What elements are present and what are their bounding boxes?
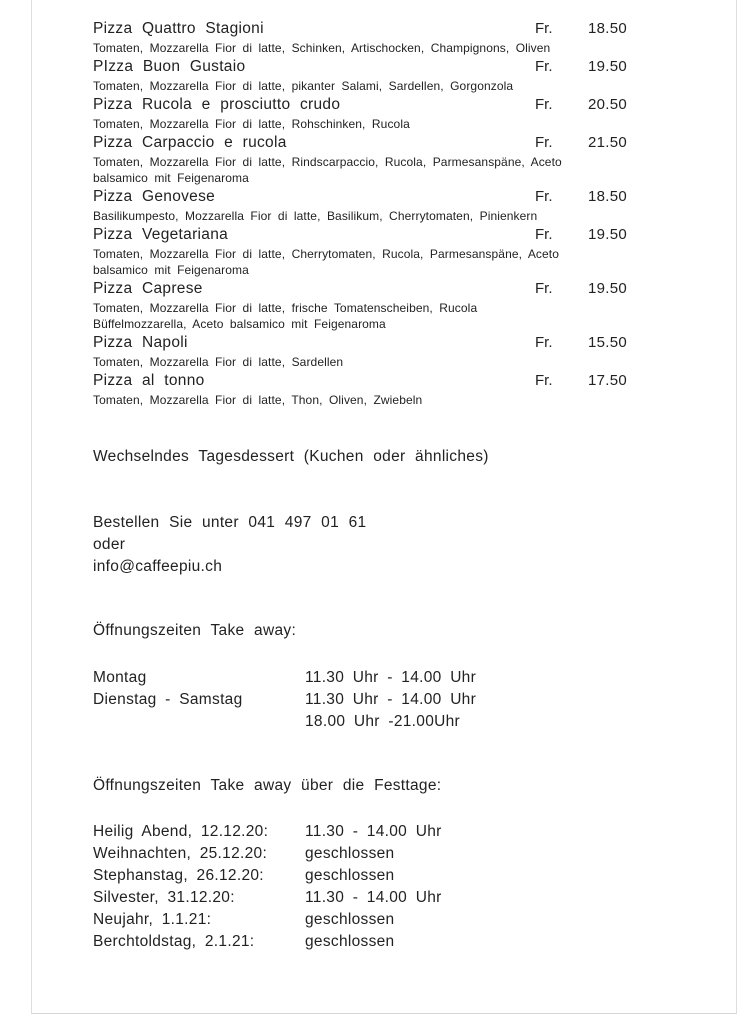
menu-item-header	[93, 94, 627, 115]
price-value: 17.50	[587, 372, 627, 389]
pizza-name: PIzza Buon Gustaio	[93, 58, 246, 75]
price-value: 21.50	[587, 134, 627, 151]
hours-title: Öffnungszeiten Take away:	[93, 622, 297, 639]
hours-label: Dienstag - Samstag	[93, 691, 243, 708]
pizza-description: Tomaten, Mozzarella Fior di latte, Cherrytomaten, Rucola, Parmesanspäne, Aceto balsamico mit Feigenaroma	[93, 247, 560, 277]
holiday-label: Neujahr, 1.1.21:	[93, 911, 212, 928]
order-email: info@caffeepiu.ch	[93, 558, 223, 575]
price-currency: Fr.	[535, 134, 553, 151]
pizza-name: Pizza Caprese	[93, 280, 203, 297]
price-value: 19.50	[587, 280, 627, 297]
pizza-list	[93, 18, 627, 408]
hours-label: Montag	[93, 669, 147, 686]
order-info	[93, 512, 627, 578]
pizza-description: Basilikumpesto, Mozzarella Fior di latte, Basilikum, Cherrytomaten, Pinienkern	[93, 209, 538, 223]
pizza-description: Tomaten, Mozzarella Fior di latte, Sardellen	[93, 355, 344, 369]
hours-time: 11.30 Uhr - 14.00 Uhr	[305, 669, 477, 686]
price-currency: Fr.	[535, 58, 553, 75]
pizza-name: Pizza Quattro Stagioni	[93, 20, 264, 37]
menu-item-header	[93, 224, 627, 245]
pizza-name: Pizza al tonno	[93, 372, 205, 389]
holiday-label: Stephanstag, 26.12.20:	[93, 867, 264, 884]
pizza-description: Tomaten, Mozzarella Fior di latte, Rindscarpaccio, Rucola, Parmesanspäne, Aceto balsamico mit Feigenaroma	[93, 155, 562, 185]
price-value: 19.50	[587, 226, 627, 243]
menu-content	[93, 18, 627, 953]
menu-item	[93, 94, 627, 132]
pizza-name: Pizza Genovese	[93, 188, 216, 205]
menu-item	[93, 186, 627, 224]
price-currency: Fr.	[535, 372, 553, 389]
menu-item	[93, 278, 627, 332]
pizza-name: Pizza Vegetariana	[93, 226, 229, 243]
menu-item	[93, 332, 627, 370]
pizza-description: Tomaten, Mozzarella Fior di latte, Schinken, Artischocken, Champignons, Oliven	[93, 41, 551, 55]
holiday-label: Berchtoldstag, 2.1.21:	[93, 933, 255, 950]
menu-item-header	[93, 18, 627, 39]
hours-table	[93, 667, 627, 733]
menu-item-header	[93, 186, 627, 207]
price-value: 20.50	[587, 96, 627, 113]
order-phone-line: Bestellen Sie unter 041 497 01 61	[93, 514, 367, 531]
price-currency: Fr.	[535, 334, 553, 351]
menu-item-header	[93, 370, 627, 391]
holiday-status: geschlossen	[305, 911, 395, 928]
price-currency: Fr.	[535, 96, 553, 113]
holiday-status: 11.30 - 14.00 Uhr	[305, 889, 442, 906]
menu-item-header	[93, 56, 627, 77]
pizza-description: Tomaten, Mozzarella Fior di latte, pikanter Salami, Sardellen, Gorgonzola	[93, 79, 514, 93]
pizza-name: Pizza Carpaccio e rucola	[93, 134, 287, 151]
hours-label-empty	[93, 711, 305, 733]
menu-item-header	[93, 132, 627, 153]
holiday-hours-table	[93, 821, 627, 953]
menu-item	[93, 56, 627, 94]
holiday-label: Weihnachten, 25.12.20:	[93, 845, 268, 862]
price-value: 18.50	[587, 20, 627, 37]
menu-item-header	[93, 332, 627, 353]
holiday-label: Heilig Abend, 12.12.20:	[93, 823, 269, 840]
price-value: 19.50	[587, 58, 627, 75]
price-currency: Fr.	[535, 280, 553, 297]
price-currency: Fr.	[535, 226, 553, 243]
holiday-status: geschlossen	[305, 845, 395, 862]
price-value: 18.50	[587, 188, 627, 205]
holiday-status: 11.30 - 14.00 Uhr	[305, 823, 442, 840]
menu-item	[93, 224, 627, 278]
price-currency: Fr.	[535, 20, 553, 37]
holiday-hours-title: Öffnungszeiten Take away über die Festtage:	[93, 777, 442, 794]
pizza-name: Pizza Napoli	[93, 334, 188, 351]
menu-item	[93, 370, 627, 408]
menu-item-header	[93, 278, 627, 299]
holiday-label: Silvester, 31.12.20:	[93, 889, 235, 906]
price-value: 15.50	[587, 334, 627, 351]
pizza-description: Tomaten, Mozzarella Fior di latte, Thon, Oliven, Zwiebeln	[93, 393, 423, 407]
holiday-status: geschlossen	[305, 867, 395, 884]
hours-time: 18.00 Uhr -21.00Uhr	[305, 713, 461, 730]
pizza-description: Tomaten, Mozzarella Fior di latte, frische Tomatenscheiben, Rucola Büffelmozzarella, Aceto balsamico mit Feigenaroma	[93, 301, 478, 331]
price-currency: Fr.	[535, 188, 553, 205]
order-alt-line: oder	[93, 536, 126, 553]
pizza-name: Pizza Rucola e prosciutto crudo	[93, 96, 341, 113]
menu-item	[93, 132, 627, 186]
dessert-note: Wechselndes Tagesdessert (Kuchen oder ähnliches)	[93, 448, 489, 465]
holiday-status: geschlossen	[305, 933, 395, 950]
menu-item	[93, 18, 627, 56]
pizza-description: Tomaten, Mozzarella Fior di latte, Rohschinken, Rucola	[93, 117, 410, 131]
hours-time: 11.30 Uhr - 14.00 Uhr	[305, 691, 477, 708]
